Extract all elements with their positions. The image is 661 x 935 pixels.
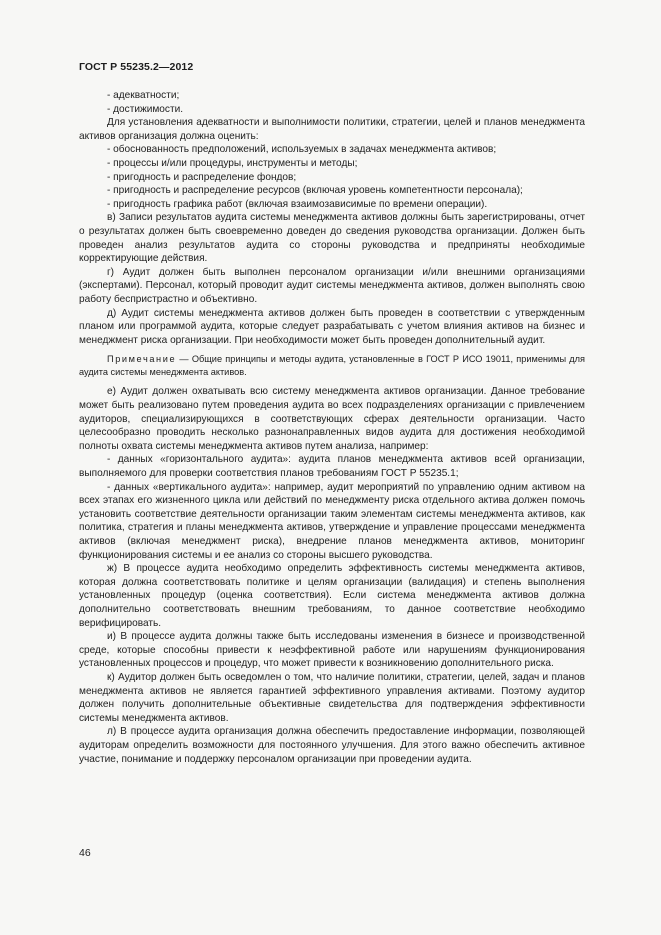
list-item: - обоснованность предположений, используемых в задачах менеджмента активов;	[107, 144, 497, 156]
paragraph-v: в) Записи результатов аудита системы менеджмента активов должны быть зарегистрированы, отчет о результатах должен быть своевременно доведен до сведения руководства организации. Должен быть проведен анализ результатов аудита со стороны руководства и предприняты необходимые корректирующие действия.	[79, 212, 585, 265]
list-item: - процессы и/или процедуры, инструменты и методы;	[107, 157, 358, 169]
paragraph: Для установления адекватности и выполнимости политики, стратегии, целей и планов менеджмента активов организация должна оценить:	[79, 117, 585, 142]
paragraph-g: г) Аудит должен быть выполнен персоналом организации и/или внешними организациями (экспертами). Персонал, который проводит аудит системы менеджмента активов, должен выполнять свою работу беспристрастно и объективно.	[79, 266, 585, 305]
list-item: - достижимости.	[107, 103, 184, 115]
paragraph-i: и) В процессе аудита должны также быть исследованы изменения в бизнесе и производственной среде, которые способны привести к неэффективной работе или нарушениям функционирования установленных процессов и процедур, что может привести к возникновению дополнительного риска.	[79, 631, 585, 670]
paragraph-k: к) Аудитор должен быть осведомлен о том, что наличие политики, стратегии, целей, задач и планов менеджмента активов не является гарантией эффективного управления активами. Поэтому аудитор должен получить дополнительные объективные свидетельства для подтверждения эффективности системы менеджмента активов.	[79, 671, 585, 724]
note-label: Примечание	[107, 354, 177, 365]
list-item: - адекватности;	[107, 90, 180, 101]
list-item: - пригодность и распределение ресурсов (включая уровень компетентности персонала);	[107, 185, 523, 197]
paragraph-d: д) Аудит системы менеджмента активов должен быть проведен в соответствии с утвержденным планом или программой аудита, которые следует разрабатывать с учетом влияния активов на бизнес и менеджмент риска организации. При необходимости может быть проведен дополнительный аудит.	[79, 307, 585, 346]
list-item: - данных «горизонтального аудита»: аудита планов менеджмента активов всей организации, выполняемого для проверки соответствия планов требованиям ГОСТ Р 55235.1;	[79, 454, 585, 480]
list-item: - данных «вертикального аудита»: например, аудит мероприятий по управлению одним активом на всех этапах его жизненного цикла или действий по менеджменту риска отдельного актива должен помочь установить соответствие деятельности организации таким элементам системы менеджмента активов, как политика, стратегия и планы менеджмента активов, утверждение и управление процессами менеджмента активов (включая менеджмент риска), внедрение планов менеджмента активов, мониторинг функционирования системы и ее анализ со стороны высшего руководства.	[79, 481, 585, 561]
note	[79, 353, 585, 378]
page-body	[79, 89, 585, 766]
paragraph-e: е) Аудит должен охватывать всю систему менеджмента активов организации. Данное требование может быть реализовано путем проведения аудита во всех подразделениях организации с привлечением аудиторов, специализирующихся в соответствующих сферах деятельности организации. Часто целесообразно проводить несколько разнонаправленных видов аудита для достижения необходимой полноты охвата системы менеджмента активов путем анализа, например:	[79, 386, 585, 452]
note-text: — Общие принципы и методы аудита, установленные в ГОСТ Р ИСО 19011, применимы для аудита системы менеджмента активов.	[79, 354, 585, 377]
paragraph-zh: ж) В процессе аудита необходимо определить эффективность системы менеджмента активов, которая должна соответствовать политике и целям организации (валидация) и степень выполнения установленных процедур (оценка соответствия). Если система менеджмента активов должна дополнительно соответствовать внешним требованиям, то данное соответствие необходимо верифицировать.	[79, 563, 585, 629]
page-number: 46	[79, 847, 91, 859]
list-item: - пригодность и распределение фондов;	[107, 171, 297, 183]
list-item: - пригодность графика работ (включая взаимозависимые по времени операции).	[107, 198, 488, 210]
document-header: ГОСТ Р 55235.2—2012	[79, 61, 194, 73]
paragraph-l: л) В процессе аудита организация должна обеспечить предоставление информации, позволяющей аудиторам определить возможности для постоянного улучшения. Для этого важно обеспечить активное участие, понимание и поддержку персоналом организации при проведении аудита.	[79, 726, 585, 765]
